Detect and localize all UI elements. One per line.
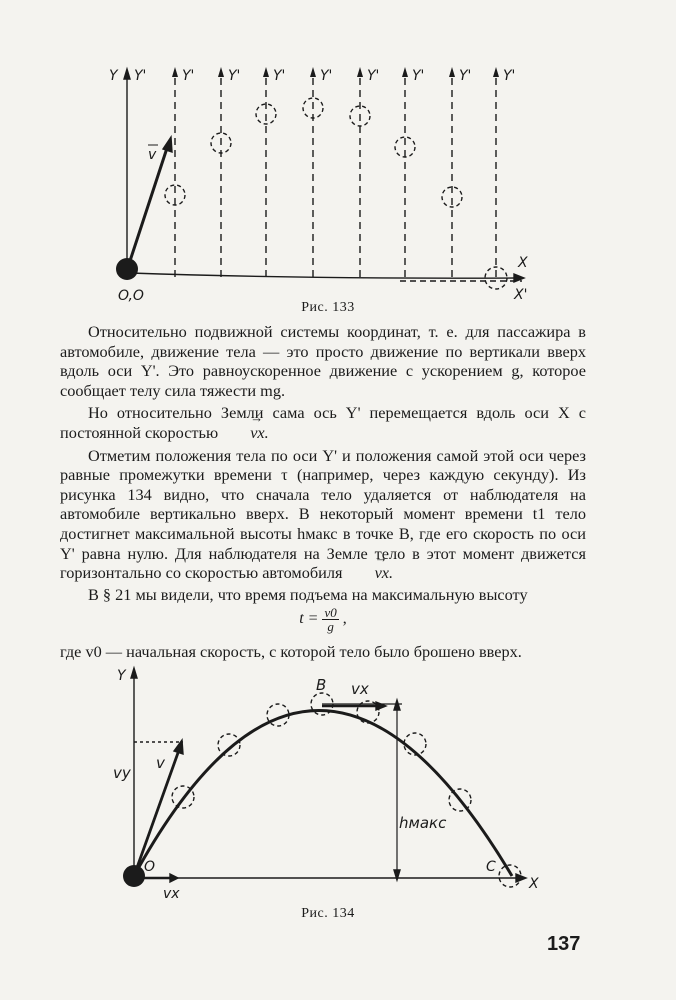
formula <box>60 606 586 646</box>
label-y-prime-4: Y' <box>320 68 333 84</box>
figure-133 <box>0 55 676 305</box>
label-origin: O,O <box>118 288 144 304</box>
label-y-prime-2: Y' <box>228 68 241 84</box>
paragraph-2-text: Но относительно Земли сама ось Y' перемещается вдоль оси X с постоянной скоростью <box>60 403 586 442</box>
label-vx-bottom: vx <box>163 886 180 900</box>
velocity-vx-1: → vx. <box>222 423 269 443</box>
paragraph-1: Относительно подвижной системы координат, т. е. для пассажира в автомобиле, движение тела — это просто движение по вертикали вверх вдоль оси Y'. Это равноускоренное движение с ускорением g, которое сообщает телу сила тяжести mg. <box>60 322 586 400</box>
trajectory <box>134 711 512 877</box>
figure-134 <box>0 660 676 900</box>
body-positions <box>165 98 507 289</box>
moving-axes <box>175 73 496 277</box>
label-c: C <box>486 859 496 875</box>
label-y-prime-1: Y' <box>182 68 195 84</box>
body-text <box>60 322 586 662</box>
label-y-prime-6: Y' <box>412 68 425 84</box>
label-y-prime-3: Y' <box>273 68 286 84</box>
label-y-prime-5: Y' <box>367 68 380 84</box>
label-y: Y <box>109 68 118 84</box>
paragraph-4: В § 21 мы видели, что время подъема на максимальную высоту <box>88 584 528 604</box>
label-y-134: Y <box>117 668 126 684</box>
label-x-prime: X' <box>514 287 528 303</box>
label-y-prime: Y' <box>134 68 147 84</box>
label-vx-top: vx <box>351 680 369 698</box>
label-y-prime-7: Y' <box>459 68 472 84</box>
label-x: X <box>518 255 528 271</box>
formula-numerator: v0 <box>324 605 337 621</box>
label-vy: vy <box>113 764 131 782</box>
label-v-134: v <box>156 754 165 772</box>
paragraph-3-text: Отметим положения тела по оси Y' и положения самой этой оси через равные промежутки времени τ (например, через каждую секунду). Из рисунка 134 видно, что сначала тело удаляется от наблюдателя на автомобиле вертикально вверх. В некоторый момент времени t1 тело достигнет максимальной высоты hмакс в точке B, где его скорость по оси Y' равна нулю. Для наблюдателя на Земле тело в этот момент движется горизонтально со скоростью автомобиля <box>60 445 586 583</box>
paragraph-2 <box>60 403 586 442</box>
formula-lhs: t = <box>299 610 319 628</box>
label-b: B <box>316 676 327 694</box>
paragraph-5: где v0 — начальная скорость, с которой тело было брошено вверх. <box>60 642 522 662</box>
figure-134-caption: Рис. 134 <box>301 906 355 921</box>
origin-body-134 <box>123 865 145 887</box>
x-axis <box>130 273 515 278</box>
figure-133-caption: Рис. 133 <box>301 300 355 315</box>
formula-tail: , <box>342 610 347 628</box>
body-positions-134 <box>172 693 521 887</box>
label-v: v <box>148 147 157 163</box>
label-o: O <box>144 859 156 875</box>
label-hmax: hмакс <box>399 814 447 832</box>
origin-body <box>116 258 138 280</box>
label-x-134: X <box>529 876 539 892</box>
velocity-vx-2: → vx. <box>347 563 394 583</box>
page-number: 137 <box>547 933 581 955</box>
label-y-prime-8: Y' <box>503 68 516 84</box>
formula-denominator: g <box>327 619 334 635</box>
formula-fraction <box>322 606 338 633</box>
paragraph-3 <box>60 446 586 583</box>
velocity-vector <box>128 145 168 267</box>
